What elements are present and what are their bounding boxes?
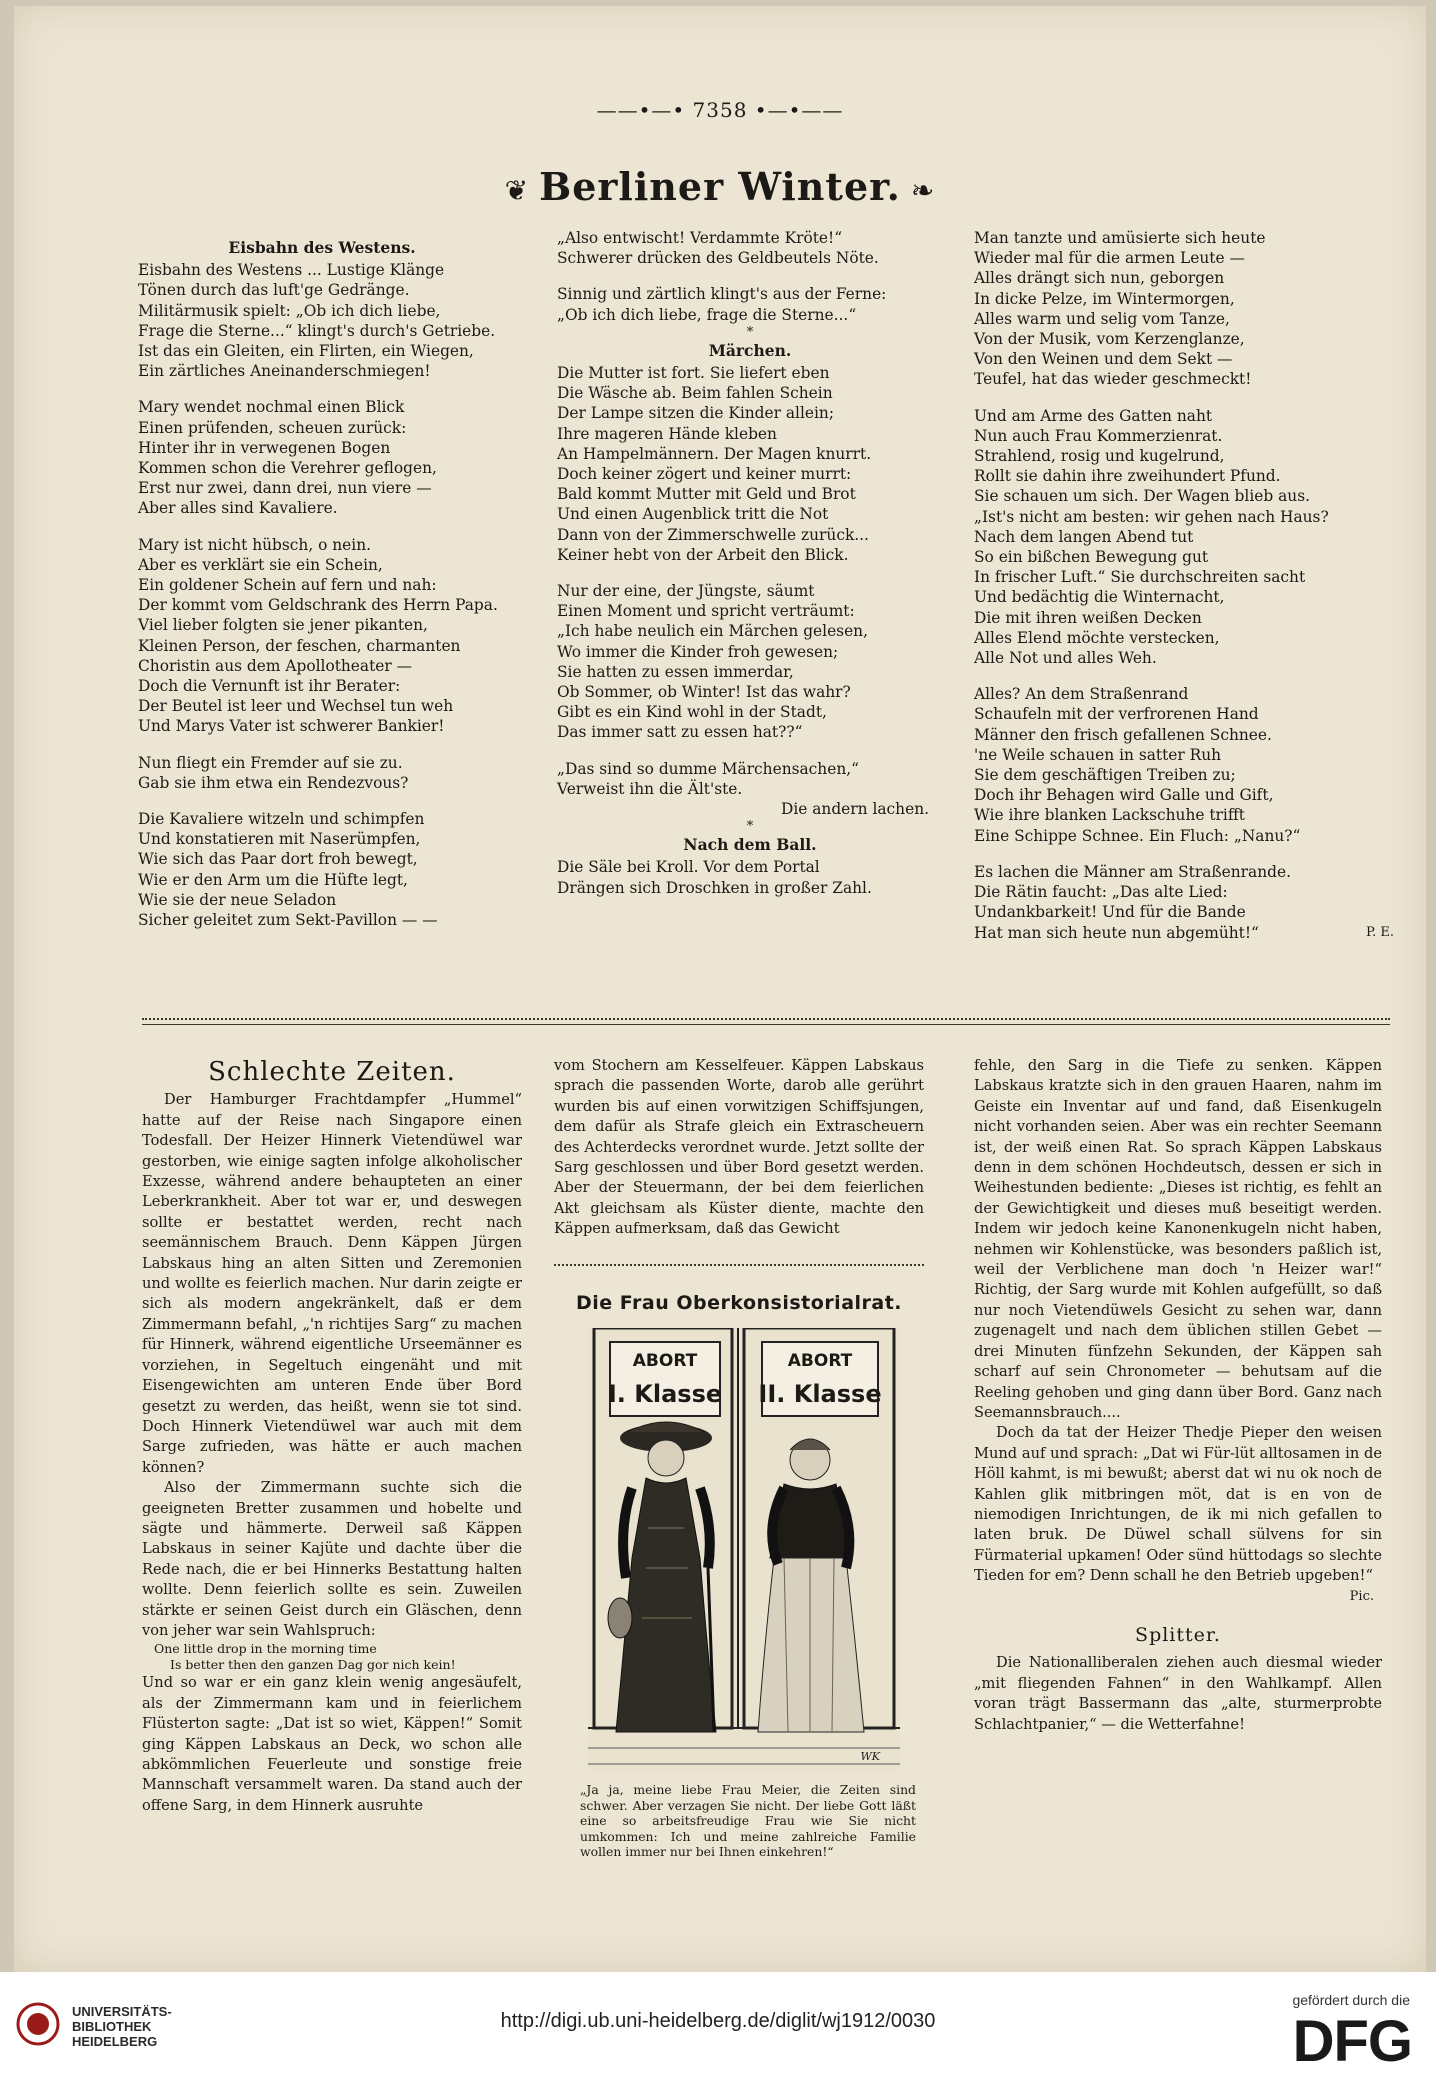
cartoon-illustration: [588, 1328, 900, 1770]
page-number: ——•—• 7358 •—•——: [596, 98, 844, 122]
verse-line: Rollt sie dahin ihre zweihundert Pfund.: [974, 467, 1281, 486]
ornament-left-icon: ❦: [504, 174, 530, 207]
verse-line: Nach dem langen Abend tut: [974, 527, 1194, 546]
story-column-2: [554, 1056, 924, 1240]
footer-bar: [0, 1972, 1436, 2085]
verse-line: Die Kavaliere witzeln und schimpfen: [138, 810, 425, 829]
verse-line: Gab sie ihm etwa ein Rendezvous?: [138, 773, 409, 792]
verse-line: Die andern lachen.: [780, 800, 929, 819]
verse-line: Einen Moment und spricht verträumt:: [557, 602, 855, 621]
verse-line: Bald kommt Mutter mit Geld und Brot: [557, 485, 856, 504]
story-paragraph: Der Hamburger Frachtdampfer „Hummel“ hatte auf der Reise nach Singapore einen Todesfall. Der Heizer Hinnerk Vietendüwel war gestorben, wie einige sagten infolge alkoholischer Exzesse, während andere behaupteten an einer Leberkrankheit. Aber tot war er, und deswegen sollte er bestattet werden, recht nach seemännischem Brauch. Denn Käppen Jürgen Labskaus hing an alten Sitten und Zeremonien und wollte es feierlich machen. Nur darin zeigte er sich als modern angekränkelt, daß er dem Zimmermann befahl, „'n richtijes Sarg“ zu machen für Hinnerk, während eigentliche Urseemänner es vorziehen, in Segeltuch eingenäht und mit Eisengewichten am unteren Ende über Bord gesetzt zu werden, das heißt, wenn sie tot sind. Doch Hinnerk Vietendüwel war auch mit dem Sarge zufrieden, was hätte er auch machen können?: [142, 1091, 522, 1476]
verse-line: Viel lieber folgten sie jener pikanten,: [138, 616, 428, 635]
cartoon-title: Die Frau Oberkonsistorialrat.: [575, 1292, 903, 1314]
story-paragraph-continued: vom Stochern am Kesselfeuer. Käppen Labskaus sprach die passenden Worte, darob alle gerührt wurden bis auf einen vorwitzigen Schiffsjungen, dem dafür als Strafe gleich ein Extrascheuern des Achterdecks verordnet wurde. Jetzt sollte der Sarg geschlossen und über Bord gesetzt werden. Aber der Steuermann, der bei dem feierlichen Akt gleichsam als Küster diente, machte den Käppen aufmerksam, daß das Gewicht: [554, 1057, 924, 1238]
verse-line: Undankbarkeit! Und für die Bande: [974, 903, 1246, 922]
story-paragraph: Und so war er ein ganz klein wenig angesäufelt, als der Zimmermann kam und in feierlichem Flüsterton sagte: „Dat ist so wiet, Käppen!“ Somit ging Käppen Labskaus an Deck, wo schon alle abkömmlichen Feuerleute und sonstige freie Mannschaft versammelt waren. Da stand auch der offene Sarg, in dem Hinnerk ausruhte: [142, 1674, 522, 1814]
verse-line: Die Wäsche ab. Beim fahlen Schein: [557, 384, 833, 403]
section-star: *: [746, 819, 754, 835]
verse-line: Die Rätin faucht: „Das alte Lied:: [974, 883, 1228, 902]
sign-right-top: ABORT: [787, 1351, 853, 1371]
verse-line: Wie sie der neue Seladon: [138, 890, 337, 909]
verse-line: Ihre mageren Hände kleben: [557, 424, 777, 443]
verse-line: Einen prüfenden, scheuen zurück:: [138, 418, 407, 437]
story-column-3: [974, 1056, 1382, 1735]
verse-line: Gibt es ein Kind wohl in der Stadt,: [557, 703, 827, 722]
verse-line: Aber alles sind Kavaliere.: [138, 499, 338, 518]
verse-line: 'ne Weile schauen in satter Ruh: [974, 745, 1222, 764]
verse-line: Strahlend, rosig und kugelrund,: [974, 447, 1225, 466]
stanza: [138, 753, 506, 793]
story-title: Schlechte Zeiten.: [208, 1057, 456, 1087]
splitter-text: Die Nationalliberalen ziehen auch diesmal wieder „mit fliegenden Fahnen“ in den Wahlkampf. Allen voran trägt Bassermann das „alte, sturmerprobte Schlachtpanier,“ — die Wetterfahne!: [974, 1654, 1382, 1733]
verse-line: Wie ihre blanken Lackschuhe trifft: [974, 806, 1245, 825]
verse-line: Eine Schippe Schnee. Ein Fluch: „Nanu?“: [974, 826, 1301, 845]
stanza: [974, 684, 1394, 846]
verse-line: „Ist's nicht am besten: wir gehen nach Haus?: [974, 507, 1329, 526]
verse-line: Hat man sich heute nun abgemüht!“ P. E.: [974, 923, 1394, 942]
verse-line: An Hampelmännern. Der Magen knurrt.: [557, 444, 872, 463]
ornament-right-icon: ❧: [910, 174, 936, 207]
verse-line: Schwerer drücken des Geldbeutels Nöte.: [557, 249, 879, 268]
verse-line: Schaufeln mit der verfrorenen Hand: [974, 705, 1259, 724]
verse-line: Der Lampe sitzen die Kinder allein;: [557, 404, 835, 423]
verse-line: Dann von der Zimmerschwelle zurück...: [557, 525, 869, 544]
verse-line: Drängen sich Droschken in großer Zahl.: [557, 878, 872, 897]
verse-line: Wo immer die Kinder froh gewesen;: [557, 642, 839, 661]
verse-line: Militärmusik spielt: „Ob ich dich liebe,: [138, 301, 441, 320]
verse-line: „Ich habe neulich ein Märchen gelesen,: [557, 622, 868, 641]
cartoon-caption: „Ja ja, meine liebe Frau Meier, die Zeiten sind schwer. Aber verzagen Sie nicht. Der liebe Gott läßt eine so arbeitsfreudige Frau wie Sie nicht umkommen: Ich und meine zahlreiche Familie wollen immer nur bei Ihnen einkehren!“: [580, 1782, 916, 1859]
verse-line: Nur der eine, der Jüngste, säumt: [557, 582, 815, 601]
verse-line: „Also entwischt! Verdammte Kröte!“: [557, 229, 843, 247]
stanza: [557, 228, 943, 268]
verse-line: Ob Sommer, ob Winter! Ist das wahr?: [557, 683, 851, 702]
verse-line: Sie schauen um sich. Der Wagen blieb aus.: [974, 487, 1310, 506]
poem-signature: P. E.: [1366, 924, 1394, 940]
poem-right-column: [974, 228, 1394, 943]
verse-line: Ein zärtliches Aneinanderschmiegen!: [138, 362, 431, 381]
verse-line: Doch ihr Behagen wird Galle und Gift,: [974, 786, 1274, 805]
verse-line: Tönen durch das luft'ge Gedränge.: [138, 281, 410, 300]
sponsor-text: gefördert durch die: [1292, 1992, 1410, 2008]
verse-line: Die mit ihren weißen Decken: [974, 608, 1202, 627]
verse-line: Und konstatieren mit Naserümpfen,: [138, 830, 421, 849]
sign-left-top: ABORT: [632, 1351, 698, 1371]
verse-line: Alles Elend möchte verstecken,: [974, 628, 1220, 647]
stanza: [557, 581, 943, 743]
stanza: [138, 260, 506, 381]
page-title: ❦ Berliner Winter. ❧: [504, 164, 936, 209]
verse-line: Sie hatten zu essen immerdar,: [557, 662, 794, 681]
verse-line: Männer den frisch gefallenen Schnee.: [974, 725, 1272, 744]
verse-line: Keiner hebt von der Arbeit den Blick.: [557, 545, 849, 564]
verse-line: Alles? An dem Straßenrand: [974, 685, 1189, 704]
verse-line: Sinnig und zärtlich klingt's aus der Ferne:: [557, 285, 887, 304]
source-url-link[interactable]: http://digi.ub.uni-heidelberg.de/diglit/wj1912/0030: [500, 2010, 936, 2032]
section-star: *: [746, 324, 754, 340]
story-paragraph: Doch da tat der Heizer Thedje Pieper den weisen Mund auf und sprach: „Dat wi Für-lüt alltosamen in de Höll kahmt, is mi bewußt; aberst dat wi nu ok noch de Kahlen glik mitbringen möt, dat is en von de niemodigen Inrichtungen, de ik mi nich gefallen to laten bruk. De Düwel schall sülvens for sin Fürmaterial upkamen! Oder sünd hüttodags so slechte Tieden for em? Denn schall he den Betrieb upgeben!“: [974, 1424, 1382, 1585]
verse-line: Das immer satt zu essen hat??“: [557, 723, 803, 742]
verse-line: Doch die Vernunft ist ihr Berater:: [138, 677, 401, 696]
verse-line: In dicke Pelze, im Wintermorgen,: [974, 289, 1235, 308]
poem-heading: Märchen.: [708, 340, 792, 360]
verse-line: Wieder mal für die armen Leute —: [974, 249, 1245, 268]
stanza: [557, 857, 943, 897]
poem-eisbahn: [138, 238, 506, 930]
story-column-1: [142, 1056, 522, 1816]
verse-line: Die Mutter ist fort. Sie liefert eben: [557, 364, 830, 383]
poem-heading: Eisbahn des Westens.: [228, 238, 416, 257]
verse-line: Und Marys Vater ist schwerer Bankier!: [138, 717, 445, 736]
verse-line: Ist das ein Gleiten, ein Flirten, ein Wiegen,: [138, 342, 474, 361]
section-divider: [142, 1018, 1390, 1034]
stanza: [138, 535, 506, 737]
sign-right-bottom: II. Klasse: [758, 1380, 882, 1408]
verse-line: Und einen Augenblick tritt die Not: [557, 505, 829, 524]
verse-line: Kleinen Person, der feschen, charmanten: [138, 636, 461, 655]
verse-line: Sicher geleitet zum Sekt-Pavillon — —: [138, 911, 438, 930]
verse-line: So ein bißchen Bewegung gut: [974, 548, 1209, 567]
verse-line: Ein goldener Schein auf fern und nah:: [138, 576, 437, 595]
verse-line: Nun fliegt ein Fremder auf sie zu.: [138, 753, 403, 772]
stanza: [138, 809, 506, 930]
verse-line: Doch keiner zögert und keiner murrt:: [557, 465, 852, 484]
verse-line: Sie dem geschäftigen Treiben zu;: [974, 766, 1236, 785]
verse-line: Nun auch Frau Kommerzienrat.: [974, 426, 1223, 445]
verse-line: „Ob ich dich liebe, frage die Sterne...“: [557, 305, 857, 324]
verse-line: Es lachen die Männer am Straßenrande.: [974, 862, 1291, 881]
story-paragraph-continued: fehle, den Sarg in die Tiefe zu senken. Käppen Labskaus kratzte sich in den grauen Haaren, nahm im Geiste ein Inventar auf und fand, daß Eisenkugeln nicht vorhanden seien. Aber was ein rechter Seemann ist, der weiß einen Rat. So sprach Käppen Labskaus denn in dem schönen Hochdeutsch, dessen er sich in Weihestunden bediente: „Dieses ist richtig, es fehlt an der Gewichtigkeit und dieses muß beseitigt werden. Indem wir jedoch keine Kanonenkugeln nicht haben, nehmen wir Kohlenstücke, was besonders paßlich ist, weil der Verblichene man doch 'n Heizer war!“ Richtig, der Sarg wurde mit Kohlen aufgefüllt, so daß nur noch Vietendüwels Gesicht zu sehen war, dann zugenagelt und nach dem üblichen stillen Gebet — drei Minuten fünfzehn Sekunden, der Käppen sah scharf auf sein Chronometer — behutsam auf die Reeling gehoben und ging dann über Bord. Ganz nach Seemannsbrauch....: [974, 1057, 1382, 1421]
verse-line: Kommen schon die Verehrer geflogen,: [138, 459, 437, 478]
verse-line: Man tanzte und amüsierte sich heute: [974, 229, 1266, 247]
verse-line: Von der Musik, vom Kerzenglanze,: [974, 330, 1245, 349]
verse-line: Hinter ihr in verwegenen Bogen: [138, 438, 391, 457]
cartoon-divider: [554, 1264, 924, 1266]
stanza: [138, 397, 506, 518]
verse-line: Und bedächtig die Winternacht,: [974, 588, 1225, 607]
story-paragraph: Also der Zimmermann suchte sich die geeigneten Bretter zusammen und hobelte und sägte und hämmerte. Derweil saß Käppen Labskaus in seiner Kajüte und dachte über die Rede nach, die er bei Hinnerks Bestattung halten wollte. Denn feierlich sollte es sein. Zuweilen stärkte er seinen Geist durch ein Gläschen, denn von jeher war sein Wahlspruch:: [142, 1479, 522, 1639]
verse-line: Wie er den Arm um die Hüfte legt,: [138, 870, 408, 889]
splitter-title: Splitter.: [1135, 1623, 1221, 1646]
poem-heading: Nach dem Ball.: [683, 835, 817, 855]
verse-line: Alles drängt sich nun, geborgen: [974, 269, 1225, 288]
verse-line: Der kommt vom Geldschrank des Herrn Papa.: [138, 596, 498, 615]
verse-line: Erst nur zwei, dann drei, nun viere —: [138, 479, 432, 498]
story-motto: Is better then den ganzen Dag gor nich kein!: [170, 1657, 456, 1673]
stanza: [974, 406, 1394, 669]
poem-middle-column: [557, 228, 943, 898]
verse-line: Teufel, hat das wieder geschmeckt!: [974, 370, 1252, 389]
verse-line: In frischer Luft.“ Sie durchschreiten sacht: [974, 568, 1306, 587]
verse-line: Wie sich das Paar dort froh bewegt,: [138, 850, 418, 869]
verse-line: Von den Weinen und dem Sekt —: [974, 350, 1233, 369]
verse-line: „Das sind so dumme Märchensachen,“: [557, 759, 859, 778]
stanza: [974, 228, 1394, 390]
library-name: UNIVERSITÄTS- BIBLIOTHEK HEIDELBERG: [72, 2004, 172, 2049]
verse-line: Choristin aus dem Apollotheater —: [138, 656, 413, 675]
verse-line: Der Beutel ist leer und Wechsel tun weh: [138, 697, 454, 716]
verse-line: Eisbahn des Westens ... Lustige Klänge: [138, 261, 445, 280]
sign-left-bottom: I. Klasse: [607, 1380, 723, 1408]
verse-line: Frage die Sterne...“ klingt's durch's Getriebe.: [138, 321, 496, 340]
verse-line: Mary wendet nochmal einen Blick: [138, 398, 405, 417]
verse-line: Mary ist nicht hübsch, o nein.: [138, 535, 372, 554]
verse-line: Aber es verklärt sie ein Schein,: [138, 555, 383, 574]
artist-signature: WK: [860, 1750, 880, 1763]
verse-line: Die Säle bei Kroll. Vor dem Portal: [557, 858, 820, 877]
verse-line: Alle Not und alles Weh.: [974, 649, 1157, 668]
verse-line: Alles warm und selig vom Tanze,: [974, 309, 1230, 328]
scanned-page: [14, 6, 1426, 1972]
stanza: [557, 363, 943, 565]
stanza: [557, 759, 943, 820]
stanza: [557, 284, 943, 324]
stanza: [974, 862, 1394, 943]
verse-line: Verweist ihn die Ält'ste.: [557, 779, 743, 798]
story-motto: One little drop in the morning time: [154, 1641, 377, 1657]
story-signature: Pic.: [1349, 1588, 1374, 1604]
verse-line: Und am Arme des Gatten naht: [974, 406, 1213, 425]
dfg-logo: DFG: [1292, 2009, 1412, 2074]
